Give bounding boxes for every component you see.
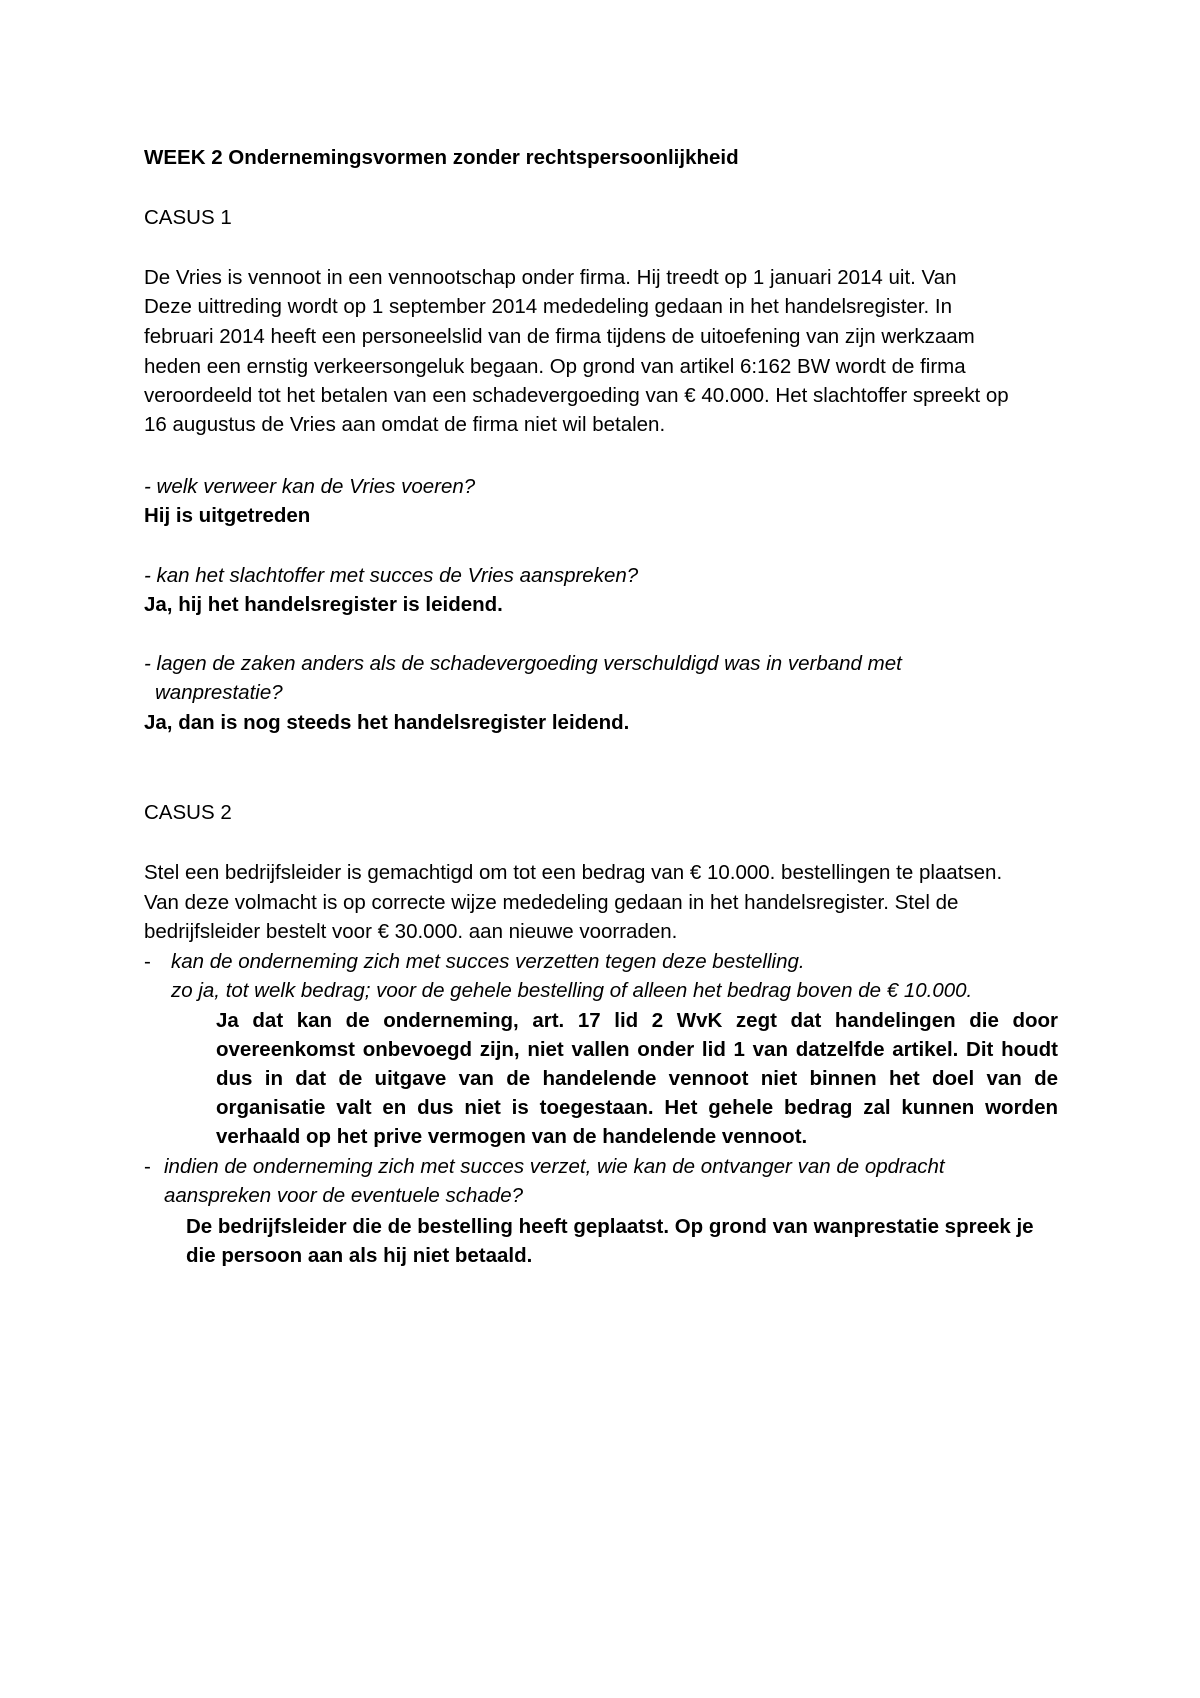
casus-1-body-line: 16 augustus de Vries aan omdat de firma niet wil betalen. [144,413,666,436]
casus-2-body-line: bedrijfsleider bestelt voor € 30.000. aan nieuwe voorraden. [144,920,678,943]
casus-1-body-line: De Vries is vennoot in een vennootschap onder firma. Hij treedt op 1 januari 2014 uit. Van [144,266,957,289]
casus-2-body-line: Stel een bedrijfsleider is gemachtigd om tot een bedrag van € 10.000. bestellingen te plaatsen. [144,861,1003,884]
casus-1-question-2: - kan het slachtoffer met succes de Vries aanspreken? [144,564,639,587]
casus-1-answer-1: Hij is uitgetreden [144,504,311,527]
document-title: WEEK 2 Ondernemingsvormen zonder rechtspersoonlijkheid [144,146,739,169]
casus-2-body-line: Van deze volmacht is op correcte wijze mededeling gedaan in het handelsregister. Stel de [144,891,959,914]
casus-1-body-line: veroordeeld tot het betalen van een schadevergoeding van € 40.000. Het slachtoffer spreekt op [144,384,1009,407]
casus-1-answer-3: Ja, dan is nog steeds het handelsregister leidend. [144,711,630,734]
casus-2-answer-1: Ja dat kan de onderneming, art. 17 lid 2 WvK zegt dat handelingen die door overeenkomst onbevoegd zijn, niet vallen onder lid 1 van datzelfde artikel. Dit houdt dus in dat de uitgave van de handelende vennoot niet binnen het doel van de organisatie valt en dus niet is toegestaan. Het gehele bedrag zal kunnen worden verhaald op het prive vermogen van de handelende vennoot. [216,1009,1058,1148]
casus-2-question-2-continued: aanspreken voor de eventuele schade? [164,1184,524,1207]
casus-2-question-1-continued: zo ja, tot welk bedrag; voor de gehele bestelling of alleen het bedrag boven de € 10.000. [171,979,973,1002]
casus-1-body-line: Deze uittreding wordt op 1 september 2014 mededeling gedaan in het handelsregister. In [144,295,953,318]
casus-1-question-3-continued: wanprestatie? [155,681,283,704]
casus-1-body-line: heden een ernstig verkeersongeluk begaan. Op grond van artikel 6:162 BW wordt de firma [144,355,966,378]
list-dash: - [144,1155,151,1178]
casus-2-heading: CASUS 2 [144,801,232,824]
casus-2-question-2: indien de onderneming zich met succes verzet, wie kan de ontvanger van de opdracht [164,1155,945,1178]
casus-2-question-1: kan de onderneming zich met succes verzetten tegen deze bestelling. [171,950,805,973]
casus-1-heading: CASUS 1 [144,206,232,229]
casus-2-answer-2: De bedrijfsleider die de bestelling heeft geplaatst. Op grond van wanprestatie spreek je die persoon aan als hij niet betaald. [186,1215,1034,1267]
casus-1-answer-2: Ja, hij het handelsregister is leidend. [144,593,503,616]
casus-1-question-1: - welk verweer kan de Vries voeren? [144,475,476,498]
list-dash: - [144,950,151,973]
casus-1-body-line: februari 2014 heeft een personeelslid van de firma tijdens de uitoefening van zijn werkzaam [144,325,975,348]
casus-1-question-3: - lagen de zaken anders als de schadevergoeding verschuldigd was in verband met [144,652,902,675]
